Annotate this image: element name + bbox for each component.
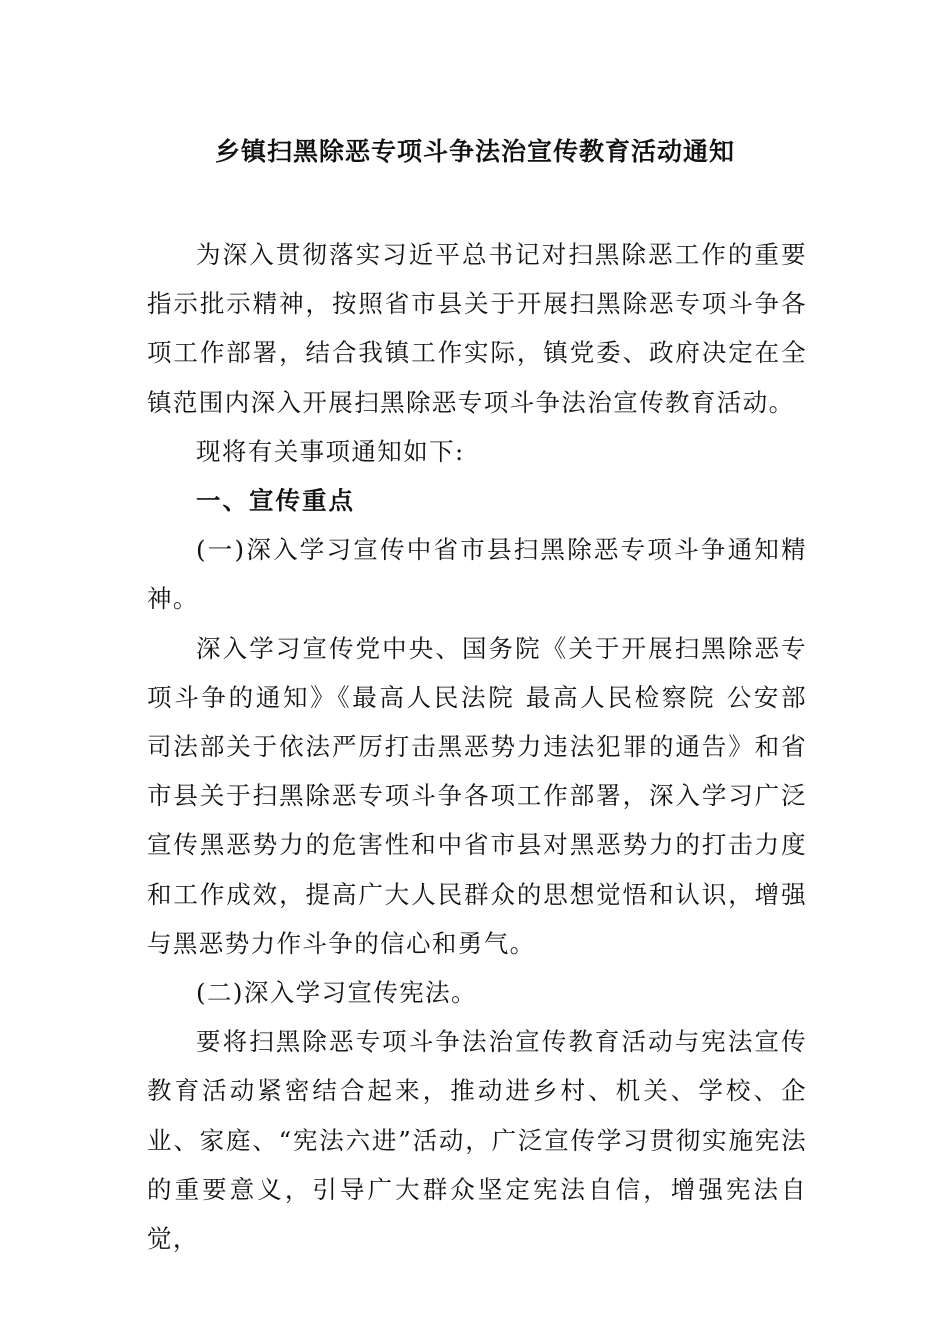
subsection-heading-2: (二)深入学习宣传宪法。 [196,978,477,1008]
paragraph-subsection-2: 要将扫黑除恶专项斗争法治宣传教育活动与宪法宣传教育活动紧密结合起来，推动进乡村、机关、学校、企业、家庭、“宪法六进”活动，广泛宣传学习贯彻实施宪法的重要意义，引导广大群众坚定宪法自信，增强宪法自觉， [147,1027,807,1254]
paragraph-intro: 为深入贯彻落实习近平总书记对扫黑除恶工作的重要指示批示精神，按照省市县关于开展扫黑除恶专项斗争各项工作部署，结合我镇工作实际，镇党委、政府决定在全镇范围内深入开展扫黑除恶专项斗争法治宣传教育活动。 [147,240,807,417]
section-heading-1: 一、宣传重点 [196,486,355,516]
paragraph-notice-lead: 现将有关事项通知如下: [196,436,465,466]
document-body [147,230,807,1263]
document-title: 乡镇扫黑除恶专项斗争法治宣传教育活动通知 [214,137,735,166]
subsection-heading-1: (一)深入学习宣传中省市县扫黑除恶专项斗争通知精神。 [147,535,807,614]
paragraph-subsection-1: 深入学习宣传党中央、国务院《关于开展扫黑除恶专项斗争的通知》《最高人民法院 最高人民检察院 公安部 司法部关于依法严厉打击黑恶势力违法犯罪的通告》和省市县关于扫黑除恶专项斗争各项工作部署，深入学习广泛宣传黑恶势力的危害性和中省市县对黑恶势力的打击力度和工作成效，提高广大人民群众的思想觉悟和认识，增强与黑恶势力作斗争的信心和勇气。 [147,633,807,958]
